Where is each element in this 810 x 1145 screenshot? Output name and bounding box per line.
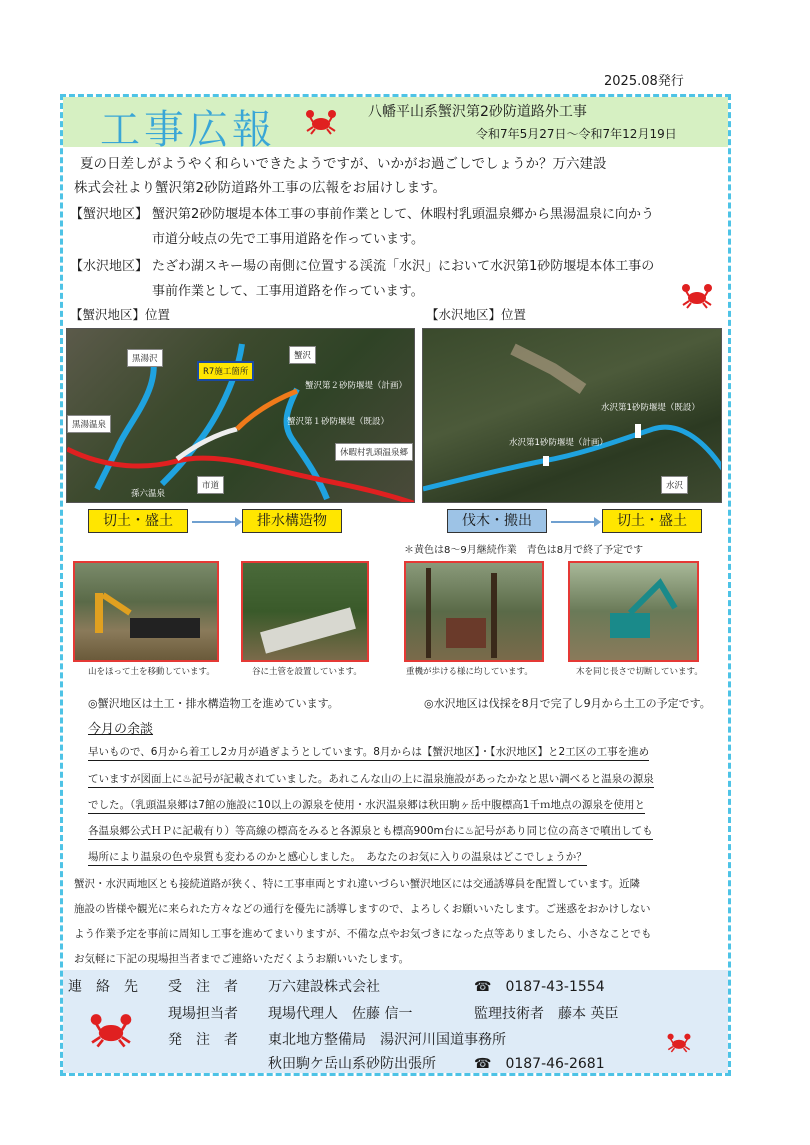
map-label-magoroku: 孫六温泉 <box>131 489 166 499</box>
flow-kanisawa-step-2: 排水構造物 <box>242 509 342 533</box>
flow-arrow <box>192 521 236 523</box>
essay-line: 場所により温泉の色や泉質も変わるのかと感心しました。 あなたのお気に入りの温泉はどこでしょうか？ <box>88 849 587 866</box>
site-representative: 現場代理人 佐藤 信一 <box>268 1006 413 1022</box>
map-label-dam1: 蟹沢第１砂防堰堤（既設） <box>287 417 390 427</box>
contractor-phone: ☎ 0187-43-1554 <box>474 979 605 995</box>
client-office: 秋田駒ケ岳山系砂防出張所 <box>268 1056 436 1072</box>
photo-culvert <box>241 561 369 662</box>
crab-icon <box>680 280 714 310</box>
essay-line: 各温泉郷公式ＨＰに記載有り）等高線の標高をみると各源泉とも標高900m台に♨記号があり同じ位の高さで噴出しても <box>88 823 653 840</box>
mizusawa-text-1: たざわ湖スキー場の南側に位置する渓流「水沢」において水沢第1砂防堰堤本体工事の <box>152 259 655 274</box>
client-office-phone: ☎ 0187-46-2681 <box>474 1056 605 1072</box>
intro-line-2: 株式会社より蟹沢第2砂防道路外工事の広報をお届けします。 <box>74 180 447 196</box>
flow-mizusawa-step-1: 伐木・搬出 <box>447 509 547 533</box>
project-period: 令和7年5月27日～令和7年12月19日 <box>476 127 677 141</box>
flow-mizusawa-step-2: 切土・盛土 <box>602 509 702 533</box>
status-mizusawa: ◎水沢地区は伐採を8月で完了し9月から土工の予定です。 <box>424 697 711 710</box>
photo-cutting <box>568 561 699 662</box>
essay-line: 早いもので、6月から着工し2カ月が過ぎようとしています。8月からは【蟹沢地区】・【水沢地区】と2工区の工事を進め <box>88 744 649 761</box>
contractor-label: 受 注 者 <box>168 979 238 995</box>
kanisawa-map-title: 【蟹沢地区】位置 <box>70 307 171 322</box>
mizusawa-text-2: 事前作業として、工事用道路を作っています。 <box>152 284 424 299</box>
map-label-kuroyu-sawa: 黒湯沢 <box>127 349 163 367</box>
client-label: 発 注 者 <box>168 1032 238 1048</box>
map-label-shido: 市道 <box>197 476 224 494</box>
photo-excavation <box>73 561 219 662</box>
notice-line: よう作業予定を事前に周知し工事を進めてまいりますが、不備な点やお気づきになった点等ありましたら、小さなことでも <box>74 928 652 940</box>
map-label-dam-plan: 水沢第1砂防堰堤（計画） <box>509 438 608 448</box>
map-label-r7: R7施工箇所 <box>197 361 254 381</box>
project-name: 八幡平山系蟹沢第2砂防道路外工事 <box>368 104 587 120</box>
kanisawa-aerial-map <box>66 328 415 503</box>
notice-line: 蟹沢・水沢両地区とも接続道路が狭く、特に工事車両とすれ違いづらい蟹沢地区には交通誘導員を配置しています。近隣 <box>74 878 640 890</box>
kanisawa-text-1: 蟹沢第2砂防堰堤本体工事の事前作業として、休暇村乳頭温泉郷から黒湯温泉に向かう <box>152 207 655 222</box>
map-label-kanisawa: 蟹沢 <box>289 346 316 364</box>
notice-line: 施設の皆様や観光に来られた方々などの通行を優先に誘導しますので、よろしくお願いいたします。ご迷惑をおかけしない <box>74 903 651 915</box>
crab-icon <box>304 106 338 136</box>
client-name: 東北地方整備局 湯沢河川国道事務所 <box>268 1032 506 1048</box>
photo-caption-4: 木を同じ長さで切断しています。 <box>576 667 703 677</box>
map-label-dam2: 蟹沢第２砂防堰堤（計画） <box>305 381 408 391</box>
crab-icon <box>666 1030 692 1054</box>
issue-date: 2025.08発行 <box>604 74 684 89</box>
map-label-kuroyu-onsen: 黒湯温泉 <box>67 415 111 433</box>
map-label-mizusawa: 水沢 <box>661 476 688 494</box>
essay-line: ていますが図面上に♨記号が記載されていました。あれこんな山の上に温泉施設があったかなと思い調べると温泉の源泉 <box>88 771 654 788</box>
site-label: 現場担当者 <box>168 1006 238 1022</box>
map-label-dam-existing: 水沢第1砂防堰堤（既設） <box>601 403 700 413</box>
crab-icon <box>88 1008 134 1050</box>
notice-line: お気軽に下記の現場担当者までご連絡いただくようお願いいたします。 <box>74 953 410 965</box>
photo-caption-3: 重機が歩ける様に均しています。 <box>406 667 533 677</box>
contractor-name: 万六建設株式会社 <box>268 979 380 995</box>
photo-caption-1: 山をほって土を移動しています。 <box>88 667 215 677</box>
mizusawa-aerial-map <box>422 328 722 503</box>
kanisawa-text-2: 市道分岐点の先で工事用道路を作っています。 <box>152 232 424 247</box>
supervising-engineer: 監理技術者 藤本 英臣 <box>474 1006 619 1022</box>
essay-title: 今月の余談 <box>88 722 154 737</box>
map-label-kyukamura: 休暇村乳頭温泉郷 <box>335 443 413 461</box>
page-title: 工事広報 <box>100 107 276 153</box>
photo-caption-2: 谷に土管を設置しています。 <box>252 667 362 677</box>
essay-line: でした。（乳頭温泉郷は7館の施設に10以上の源泉を使用・水沢温泉郷は秋田駒ヶ岳中腹標高1千ｍ地点の源泉を使用と <box>88 797 645 814</box>
intro-line-1: 夏の日差しがようやく和らいできたようですが、いかがお過ごしでしょうか？万六建設 <box>80 156 607 172</box>
flow-kanisawa-step-1: 切土・盛土 <box>88 509 188 533</box>
contact-heading: 連 絡 先 <box>68 979 138 995</box>
flow-note: ＊黄色は8～9月継続作業 青色は8月で終了予定です <box>404 545 644 556</box>
mizusawa-map-title: 【水沢地区】位置 <box>426 307 527 322</box>
status-kanisawa: ◎蟹沢地区は土工・排水構造物工を進めています。 <box>88 697 339 710</box>
photo-leveling <box>404 561 544 662</box>
kanisawa-label: 【蟹沢地区】 <box>70 207 149 222</box>
flow-arrow <box>551 521 595 523</box>
mizusawa-label: 【水沢地区】 <box>70 259 149 274</box>
